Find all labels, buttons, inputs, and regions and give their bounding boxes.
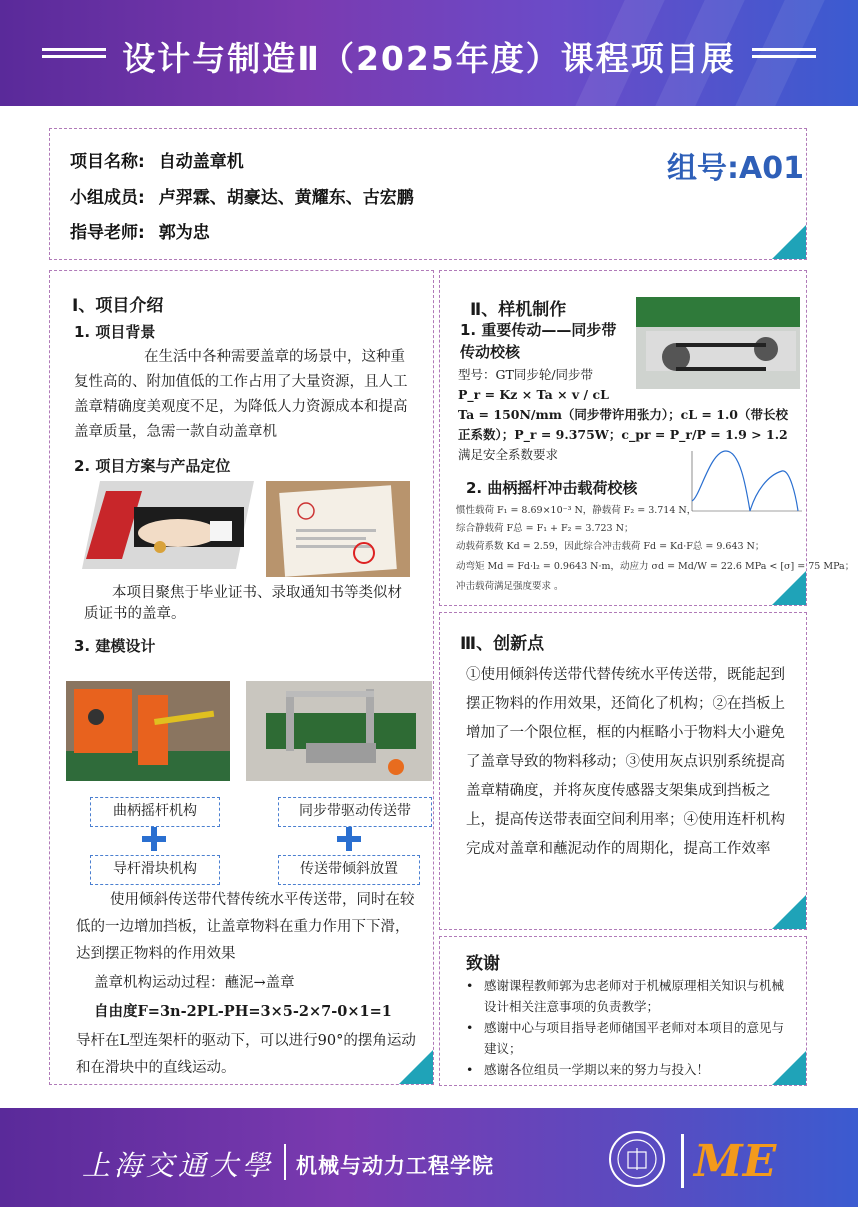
- project-name-value: 自动盖章机: [158, 152, 244, 172]
- thanks-title: 致谢: [466, 954, 500, 974]
- prototype-section: [439, 270, 855, 606]
- thanks-item: • 感谢课程教师郭为忠老师对于机械原理相关知识与机械设计相关注意事项的负责教学；: [462, 975, 784, 1017]
- corner-decoration: [772, 895, 806, 929]
- project-name-label: 项目名称:: [70, 152, 145, 172]
- page-title: 设计与制造Ⅱ（2025年度）课程项目展: [122, 39, 736, 78]
- label-crank-rocker: 曲柄摇杆机构: [90, 797, 220, 827]
- corner-decoration: [772, 571, 806, 605]
- background-text: 在生活中各种需要盖章的场景中，这种重复性高的、附加值低的工作占用了大量资源，且人工盖章精确度美观度不足，为降低人力资源成本和提高盖章质量，急需一款自动盖章机: [74, 349, 408, 440]
- innovation-text: ①使用倾斜传送带代替传统水平传送带，既能起到摆正物料的作用效果，还简化了机构；②在挡板上增加了一个限位框，框的内框略小于物料大小避免了盖章导致的物料移动；③使用灰点识别系统提高盖章精确度，并将灰度传感器支架集成到挡板之上，提高传送带表面空间利用率；④使用连杆机构完成对盖章和蘸泥动作的周期化，提高工作效率: [466, 667, 785, 857]
- belt-params: Ta = 150N/mm（同步带许用张力）；cL = 1.0（带长校正系数）；P_r = 9.375W；c_pr = P_r/P = 1.9 > 1.2: [458, 407, 788, 442]
- plus-icon: [337, 827, 361, 851]
- certificate-photo: [266, 481, 410, 577]
- header-banner: [0, 0, 858, 106]
- thanks-list: [462, 975, 784, 1080]
- corner-decoration: [772, 1051, 806, 1085]
- belt-check-title: 1. 重要传动——同步带传动校核: [460, 321, 617, 361]
- university-name: 上海交通大學: [82, 1149, 275, 1182]
- members-value: 卢羿霖、胡豪达、黄耀东、古宏鹏: [158, 188, 414, 208]
- innovation-title: Ⅲ、创新点: [460, 634, 545, 654]
- footer-divider: [681, 1134, 684, 1188]
- calc-line-2: 综合静载荷 F总 = F₁ + F₂ = 3.723 N；: [456, 523, 634, 534]
- thanks-item: • 感谢中心与项目指导老师储国平老师对本项目的意见与建议；: [462, 1017, 784, 1059]
- thanks-section: [439, 936, 807, 1086]
- plus-icon: [142, 827, 166, 851]
- stamping-hand-photo: [82, 481, 254, 569]
- prototype-belt-photo: [636, 297, 800, 389]
- model-title: 3. 建模设计: [74, 637, 156, 655]
- advisor-row: [70, 218, 210, 243]
- label-belt-drive: 同步带驱动传送带: [278, 797, 432, 827]
- plan-title: 2. 项目方案与产品定位: [74, 457, 231, 475]
- belt-drive-photo: [246, 681, 432, 781]
- project-info-box: [49, 128, 807, 260]
- label-tilted-belt: 传送带倾斜放置: [278, 855, 420, 885]
- calc-line-5: 冲击载荷满足强度要求 。: [456, 581, 564, 592]
- intro-title: Ⅰ、项目介绍: [72, 296, 164, 316]
- model-text-1: 使用倾斜传送带代替传统水平传送带，同时在较低的一边增加挡板，让盖章物料在重力作用下下滑，达到摆正物料的作用效果: [76, 892, 415, 962]
- me-logo: ME: [694, 1136, 777, 1187]
- belt-type: 型号：GT同步轮/同步带: [458, 367, 594, 382]
- belt-conclusion: 满足安全系数要求: [458, 447, 559, 462]
- background-title: 1. 项目背景: [74, 323, 156, 341]
- intro-section: [49, 270, 434, 1085]
- innovation-section: [439, 612, 807, 930]
- calc-line-1: 惯性载荷 F₁ = 8.69×10⁻³ N，静载荷 F₂ = 3.714 N，: [456, 505, 697, 516]
- calc-line-4: 动弯矩 Md = Fd·l₂ = 0.9643 N·m，动应力 σd = Md/W = 22.6 MPa < [σ] = 75 MPa；: [456, 561, 855, 572]
- process-text: 盖章机构运动过程：蘸泥→盖章: [94, 975, 295, 991]
- belt-formula: P_r = Kz × Ta × v / cL: [458, 387, 609, 402]
- dof-formula: 自由度F=3n-2PL-PH=3×5-2×7-0×1=1: [94, 1003, 392, 1020]
- plan-text: 本项目聚焦于毕业证书、录取通知书等类似材质证书的盖章。: [84, 585, 402, 622]
- advisor-value: 郭为忠: [158, 223, 210, 243]
- school-name: 机械与动力工程学院: [296, 1154, 494, 1178]
- footer-banner: [0, 1108, 858, 1207]
- thanks-item: • 感谢各位组员一学期以来的努力与投入！: [462, 1059, 784, 1080]
- footer-divider: [284, 1144, 286, 1180]
- corner-decoration: [772, 225, 806, 259]
- project-name-row: [70, 147, 244, 172]
- load-curve-chart: [686, 447, 804, 517]
- members-row: [70, 183, 414, 208]
- impact-check-title: 2. 曲柄摇杆冲击载荷校核: [466, 479, 638, 497]
- group-number: 组号:A01: [667, 151, 804, 186]
- crank-rocker-photo: [66, 681, 230, 781]
- advisor-label: 指导老师:: [70, 223, 145, 243]
- university-seal-icon: [608, 1130, 666, 1188]
- members-label: 小组成员:: [70, 188, 145, 208]
- calc-line-3: 动载荷系数 Kd = 2.59，因此综合冲击载荷 Fd = Kd·F总 = 9.643 N；: [456, 541, 765, 552]
- corner-decoration: [399, 1050, 433, 1084]
- label-guide-slider: 导杆滑块机构: [90, 855, 220, 885]
- prototype-title: Ⅱ、样机制作: [470, 300, 567, 320]
- model-text-2: 导杆在L型连架杆的驱动下，可以进行90°的摆角运动和在滑块中的直线运动。: [76, 1033, 416, 1076]
